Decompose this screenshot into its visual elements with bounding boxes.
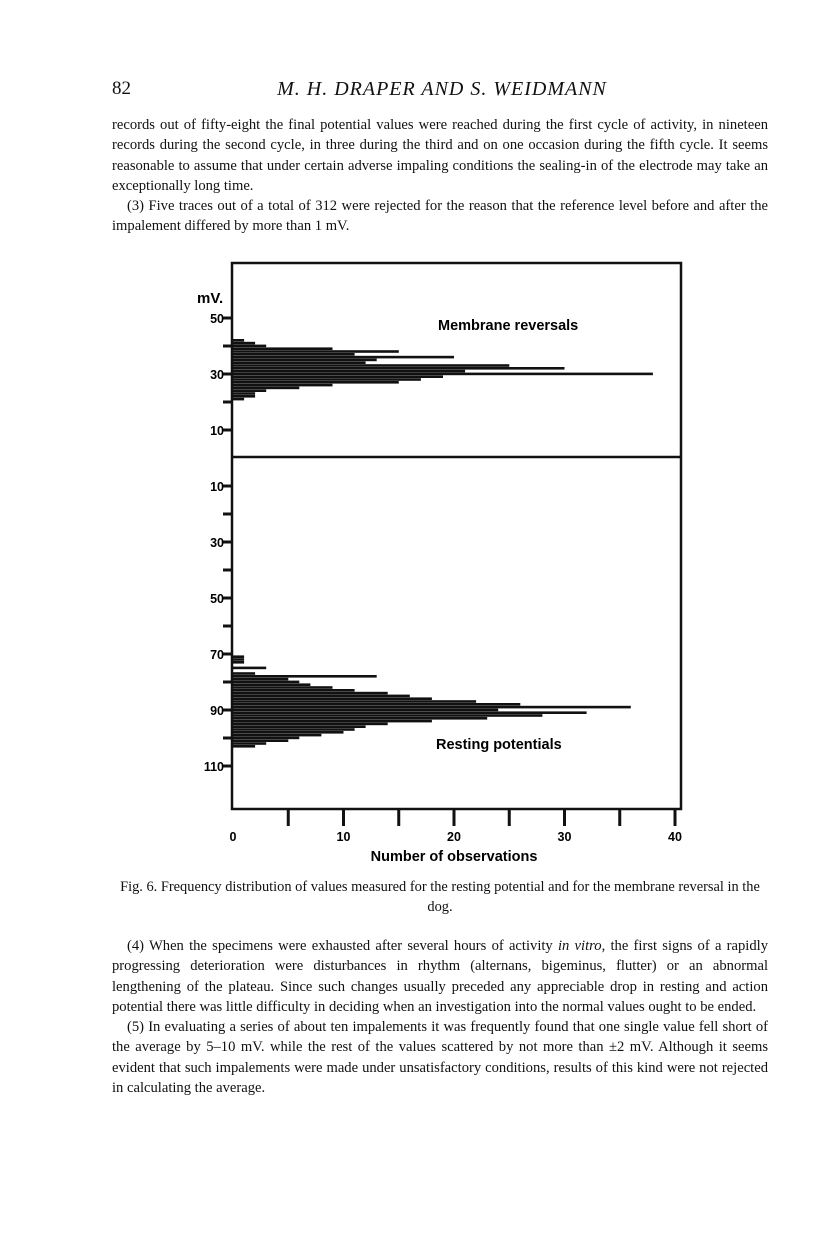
figure-caption-prefix: Fig. 6. <box>120 879 158 895</box>
histogram-bar <box>233 345 266 348</box>
x-tick-label: 10 <box>336 830 351 844</box>
italic-term: in vitro <box>557 938 602 954</box>
histogram-bar <box>233 742 266 745</box>
histogram-bar <box>233 359 377 362</box>
plot-frame <box>232 263 681 809</box>
histogram-bar <box>233 378 421 381</box>
histogram-bar <box>233 689 355 692</box>
histogram-bar <box>233 700 476 703</box>
histogram-bar <box>233 375 443 378</box>
running-title: M. H. DRAPER AND S. WEIDMANN <box>277 78 607 100</box>
histogram-bar <box>233 370 465 373</box>
histogram-bar <box>233 745 255 748</box>
histogram-bar <box>233 723 388 726</box>
histogram-bar <box>233 683 310 686</box>
histogram-bar <box>233 728 355 731</box>
panel-title-membrane-reversals: Membrane reversals <box>438 318 579 334</box>
histogram-bar <box>233 347 333 350</box>
figure-caption-text: Frequency distribution of values measured for the resting potential and for the membrane reversal in the dog. <box>160 879 760 915</box>
histogram-bar <box>233 367 565 370</box>
histogram-bar <box>233 717 487 720</box>
y-tick-label: 30 <box>210 368 224 382</box>
histogram-bar <box>233 381 399 384</box>
x-axis-label: Number of observations <box>370 849 538 865</box>
histogram-bar <box>233 714 542 717</box>
histogram-bar <box>233 711 587 714</box>
y-tick-label: 110 <box>203 760 224 774</box>
x-tick-label: 30 <box>557 830 572 844</box>
histogram-bar <box>233 342 255 345</box>
histogram-bar <box>233 364 509 367</box>
histogram-bar <box>233 387 299 390</box>
histogram-bar <box>233 695 410 698</box>
histogram-bar <box>233 389 266 392</box>
histogram-bar <box>233 658 244 661</box>
histogram-bar <box>233 739 288 742</box>
histogram-bar <box>233 731 344 734</box>
y-tick-label: 90 <box>210 704 224 718</box>
y-tick-label: 10 <box>210 480 224 494</box>
histogram-bar <box>233 661 244 664</box>
y-tick-label: 10 <box>210 424 224 438</box>
y-tick-label: 50 <box>210 592 224 606</box>
histogram-bar <box>233 392 255 395</box>
histogram-bar <box>233 361 366 364</box>
paragraph <box>112 936 768 1017</box>
x-tick-label: 0 <box>229 830 237 844</box>
histogram-bar <box>233 681 299 684</box>
page-header <box>112 78 772 106</box>
x-tick-label: 20 <box>447 830 461 844</box>
histogram-bar <box>233 734 321 737</box>
paragraph-part: (4) When the specimens were exhausted after several hours of activity <box>127 938 558 954</box>
histogram-bar <box>233 356 454 359</box>
x-tick-label: 40 <box>668 830 682 844</box>
histogram-bar <box>233 692 388 695</box>
histogram-bar <box>233 706 631 709</box>
y-tick-label: 30 <box>210 536 224 550</box>
histogram-bar <box>233 675 377 678</box>
paragraph-part: , the first signs of a rapidly progressing deterioration were disturbances in rhythm (alternans, bigeminus, flutter) or an abnormal lengthening of the plateau. Since such changes usually preceded any appreciable drop in resting and action potential there was little difficulty in deciding when an investigation into the normal values ought to be ended. <box>112 938 768 1015</box>
histogram-bar <box>233 709 498 712</box>
histogram-bar <box>233 353 355 356</box>
paragraph: (5) In evaluating a series of about ten impalements it was frequently found that one single value fell short of the average by 5–10 mV. while the rest of the values scattered by not more than ±2 mV. Although it seems evident that such impalements were made under unsatisfactory conditions, results of this kind were not rejected in calculating the average. <box>112 1019 768 1097</box>
histogram-bar <box>233 350 399 353</box>
histogram-bar <box>233 667 266 670</box>
histogram-bar <box>233 655 244 658</box>
figure-caption <box>112 877 768 917</box>
histogram-bar <box>233 697 432 700</box>
paragraph: (3) Five traces out of a total of 312 were rejected for the reason that the reference level before and after the impalement differed by more than 1 mV. <box>112 198 768 235</box>
histogram-bar <box>233 672 255 675</box>
y-tick-label: 50 <box>210 312 224 326</box>
histogram-bar <box>233 339 244 342</box>
histogram-bar <box>233 703 520 706</box>
histogram-bar <box>233 737 299 740</box>
histogram-bar <box>233 686 333 689</box>
y-tick-label: 70 <box>210 648 224 662</box>
panel-title-resting-potentials: Resting potentials <box>436 737 562 753</box>
histogram-bar <box>233 395 255 398</box>
histogram-bar <box>233 398 244 401</box>
paragraph: records out of fifty-eight the final potential values were reached during the first cycle of activity, in nineteen records during the second cycle, in three during the third and on one occasion during the fifth cycle. It seems reasonable to assume that under certain adverse impaling conditions the sealing-in of the electrode may take an exceptionally long time. <box>112 117 768 194</box>
histogram-bar <box>233 725 366 728</box>
body-text-top <box>112 115 768 237</box>
body-text-bottom <box>112 936 768 1098</box>
histogram-bar <box>233 720 432 723</box>
y-axis-unit-label: mV. <box>197 290 224 307</box>
histogram-bar <box>233 384 333 387</box>
histogram-bar <box>233 373 653 376</box>
histogram-bar <box>233 678 288 681</box>
page-number: 82 <box>112 78 131 99</box>
